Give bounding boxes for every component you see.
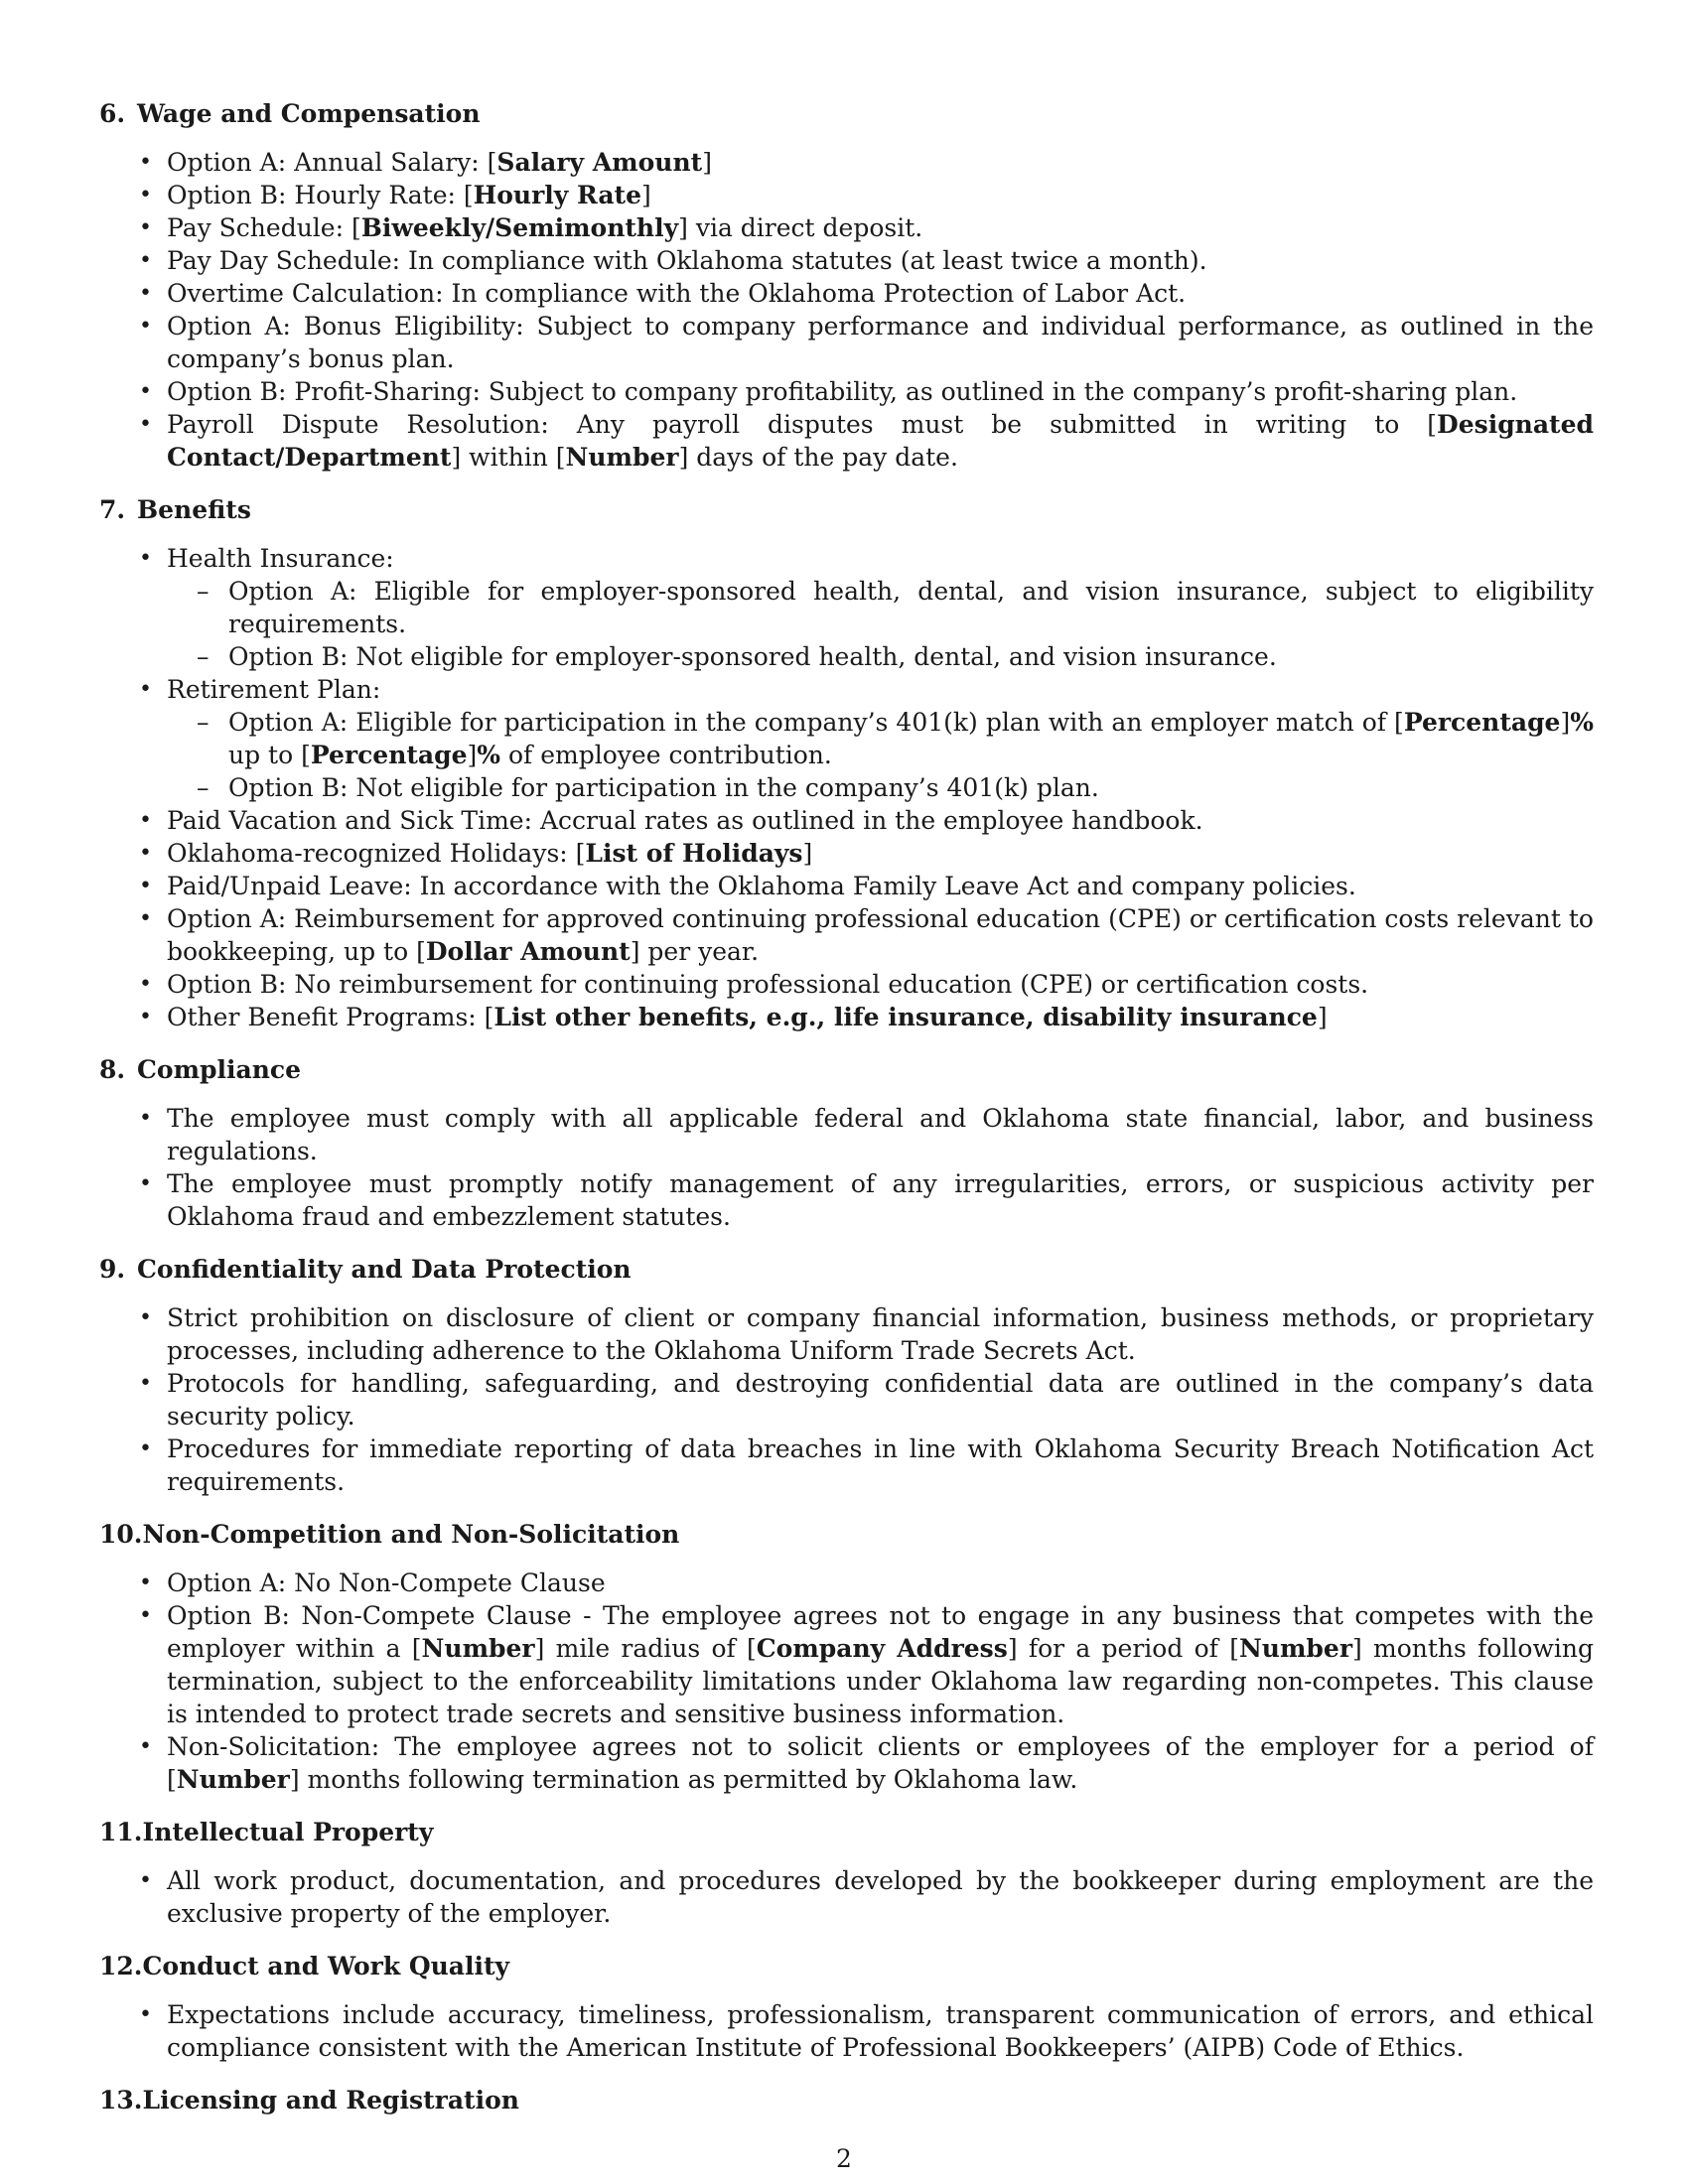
list-item xyxy=(99,1301,1594,1367)
section-heading xyxy=(99,1950,1594,1982)
section-heading xyxy=(99,1816,1594,1848)
sub-list-item: – Option A: Eligible for participation in the company’s 401(k) plan with an employer match of [Percentage]% up to [Percentage]% of employee contribution. xyxy=(167,706,1594,771)
section-number: 12. xyxy=(99,1952,143,1980)
list-item-text: Option A: Bonus Eligibility: Subject to company performance and individual performance, as outlined in the company’s bonus plan. xyxy=(167,312,1594,373)
bullet-list xyxy=(99,542,1594,1033)
section-9 xyxy=(99,1253,1594,1498)
list-item-text: All work product, documentation, and procedures developed by the bookkeeper during employment are the exclusive property of the employer. xyxy=(167,1866,1594,1928)
section-12 xyxy=(99,1950,1594,2064)
list-item xyxy=(99,1367,1594,1433)
section-title-text: Compliance xyxy=(137,1055,302,1084)
list-item xyxy=(99,968,1594,1001)
sub-list-item: – Option B: Not eligible for participation in the company’s 401(k) plan. xyxy=(167,771,1594,804)
list-item xyxy=(99,1567,1594,1599)
list-item xyxy=(99,1864,1594,1930)
bullet-list xyxy=(99,1567,1594,1796)
list-item xyxy=(99,1001,1594,1033)
list-item xyxy=(99,1167,1594,1233)
section-number: 13. xyxy=(99,2086,143,2115)
section-heading xyxy=(99,1253,1594,1286)
list-item xyxy=(99,902,1594,968)
section-number: 6. xyxy=(99,99,126,128)
section-number: 7. xyxy=(99,495,126,524)
section-heading xyxy=(99,493,1594,526)
list-item xyxy=(99,542,1594,673)
list-item-text: The employee must comply with all applicable federal and Oklahoma state financial, labor, and business regulations. xyxy=(167,1104,1594,1165)
section-8 xyxy=(99,1053,1594,1233)
list-item-text: Procedures for immediate reporting of data breaches in line with Oklahoma Security Breach Notification Act requirements. xyxy=(167,1434,1594,1496)
section-heading xyxy=(99,1053,1594,1086)
section-heading xyxy=(99,2084,1594,2116)
list-item xyxy=(99,1998,1594,2064)
list-item-text: Oklahoma-recognized Holidays: [List of Holidays] xyxy=(167,839,813,868)
section-title-text: Intellectual Property xyxy=(142,1818,434,1846)
list-item xyxy=(99,804,1594,837)
section-number: 9. xyxy=(99,1255,126,1284)
bullet-list xyxy=(99,1301,1594,1498)
document-body xyxy=(99,97,1594,2136)
list-item xyxy=(99,179,1594,211)
section-number: 10. xyxy=(99,1520,143,1549)
section-title-text: Benefits xyxy=(137,495,251,524)
list-item-text: Overtime Calculation: In compliance with the Oklahoma Protection of Labor Act. xyxy=(167,279,1187,308)
section-11 xyxy=(99,1816,1594,1930)
list-item xyxy=(99,277,1594,310)
section-number: 11. xyxy=(99,1818,143,1846)
list-item-text: Retirement Plan: xyxy=(167,675,381,704)
list-item xyxy=(99,408,1594,474)
section-10 xyxy=(99,1518,1594,1796)
list-item xyxy=(99,244,1594,277)
list-item-text: Health Insurance: xyxy=(167,544,394,573)
sub-list xyxy=(167,575,1594,673)
list-item-text: Option A: No Non-Compete Clause xyxy=(167,1569,606,1597)
bullet-list xyxy=(99,1864,1594,1930)
list-item-text: Option B: No reimbursement for continuing professional education (CPE) or certification costs. xyxy=(167,970,1369,999)
bullet-list xyxy=(99,146,1594,474)
list-item xyxy=(99,1730,1594,1796)
list-item-text: Pay Day Schedule: In compliance with Oklahoma statutes (at least twice a month). xyxy=(167,246,1207,275)
list-item-text: Other Benefit Programs: [List other benefits, e.g., life insurance, disability insurance] xyxy=(167,1003,1328,1031)
list-item-text: Paid Vacation and Sick Time: Accrual rates as outlined in the employee handbook. xyxy=(167,806,1203,835)
list-item xyxy=(99,310,1594,375)
section-title-text: Non-Competition and Non-Solicitation xyxy=(142,1520,680,1549)
list-item-text: Expectations include accuracy, timeliness, professionalism, transparent communication of errors, and ethical compliance consistent with the American Institute of Professional Bookkeepers’ (AIPB) Code of Ethics. xyxy=(167,2000,1594,2062)
section-13 xyxy=(99,2084,1594,2116)
section-heading xyxy=(99,97,1594,130)
list-item-text: Protocols for handling, safeguarding, and destroying confidential data are outlined in the company’s data security policy. xyxy=(167,1369,1594,1431)
list-item-text: Option A: Reimbursement for approved continuing professional education (CPE) or certification costs relevant to bookkeeping, up to [Dollar Amount] per year. xyxy=(167,904,1594,966)
list-item-text: Option A: Annual Salary: [Salary Amount] xyxy=(167,148,712,177)
list-item xyxy=(99,1102,1594,1167)
list-item-text: Option B: Hourly Rate: [Hourly Rate] xyxy=(167,181,651,209)
sub-list-item: – Option A: Eligible for employer-sponsored health, dental, and vision insurance, subject to eligibility requirements. xyxy=(167,575,1594,640)
section-title-text: Conduct and Work Quality xyxy=(142,1952,510,1980)
list-item xyxy=(99,1433,1594,1498)
list-item-text: Option B: Profit-Sharing: Subject to company profitability, as outlined in the company’s profit-sharing plan. xyxy=(167,377,1518,406)
list-item-text: The employee must promptly notify management of any irregularities, errors, or suspicious activity per Oklahoma fraud and embezzlement statutes. xyxy=(167,1169,1594,1231)
list-item-text: Paid/Unpaid Leave: In accordance with the Oklahoma Family Leave Act and company policies. xyxy=(167,872,1356,900)
sub-list xyxy=(167,706,1594,804)
list-item xyxy=(99,211,1594,244)
sub-list-item: – Option B: Not eligible for employer-sponsored health, dental, and vision insurance. xyxy=(167,640,1594,673)
bullet-list xyxy=(99,1102,1594,1233)
list-item xyxy=(99,146,1594,179)
section-heading xyxy=(99,1518,1594,1551)
list-item-text: Pay Schedule: [Biweekly/Semimonthly] via direct deposit. xyxy=(167,213,923,242)
list-item xyxy=(99,837,1594,870)
list-item xyxy=(99,870,1594,902)
section-6 xyxy=(99,97,1594,474)
section-title-text: Wage and Compensation xyxy=(137,99,481,128)
list-item-text: Non-Solicitation: The employee agrees not to solicit clients or employees of the employer for a period of [Number] months following termination as permitted by Oklahoma law. xyxy=(167,1732,1594,1794)
page-number: 2 xyxy=(836,2144,852,2173)
list-item xyxy=(99,1599,1594,1730)
section-7 xyxy=(99,493,1594,1033)
section-title-text: Confidentiality and Data Protection xyxy=(137,1255,632,1284)
list-item xyxy=(99,375,1594,408)
list-item-text: Option B: Non-Compete Clause - The employee agrees not to engage in any business that competes with the employer within a [Number] mile radius of [Company Address] for a period of [Number] months following termination, subject to the enforceability limitations under Oklahoma law regarding non-competes. This clause is intended to protect trade secrets and sensitive business information. xyxy=(167,1601,1594,1728)
list-item xyxy=(99,673,1594,804)
list-item-text: Payroll Dispute Resolution: Any payroll disputes must be submitted in writing to [Designated Contact/Department] within [Number] days of the pay date. xyxy=(167,410,1594,472)
section-title-text: Licensing and Registration xyxy=(142,2086,519,2115)
list-item-text: Strict prohibition on disclosure of client or company financial information, business methods, or proprietary processes, including adherence to the Oklahoma Uniform Trade Secrets Act. xyxy=(167,1303,1594,1365)
bullet-list xyxy=(99,1998,1594,2064)
section-number: 8. xyxy=(99,1055,126,1084)
